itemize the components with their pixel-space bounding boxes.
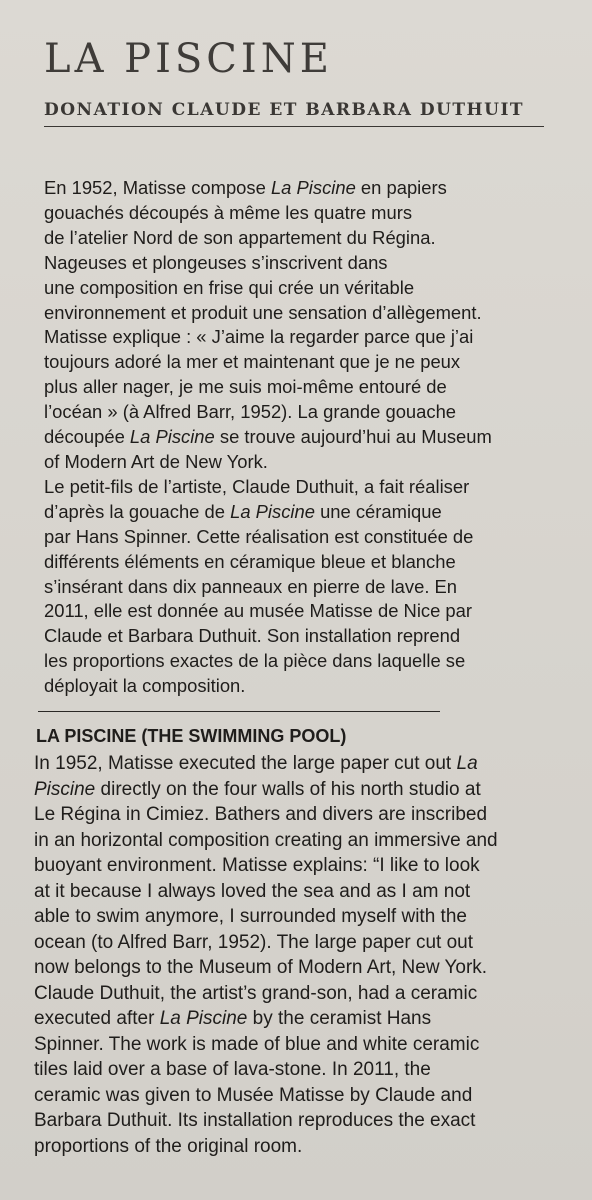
text-line: Matisse explique : « J’aime la regarder parce que j’ai bbox=[44, 326, 474, 348]
text-line: of Modern Art de New York. bbox=[44, 450, 268, 472]
text-line: at it because I always loved the sea and as I am not bbox=[34, 880, 471, 902]
text-line: les proportions exactes de la pièce dans laquelle se bbox=[44, 650, 466, 672]
text-line: gouachés découpés à même les quatre murs bbox=[44, 201, 413, 223]
artwork-title: La Piscine bbox=[159, 1008, 248, 1029]
english-description bbox=[34, 751, 574, 1159]
text-line: environnement et produit une sensation d’allègement. bbox=[44, 301, 482, 323]
text-line: ceramic was given to Musée Matisse by Claude and bbox=[34, 1084, 473, 1106]
text-line: proportions of the original room. bbox=[34, 1135, 303, 1157]
text-line: En 1952, Matisse compose La Piscine en papiers bbox=[44, 177, 447, 198]
french-description bbox=[44, 176, 574, 699]
text-line: In 1952, Matisse executed the large paper cut out La bbox=[34, 753, 478, 774]
text-line: une composition en frise qui crée un véritable bbox=[44, 276, 415, 298]
text-line: toujours adoré la mer et maintenant que je ne peux bbox=[44, 351, 461, 373]
text-line: Claude et Barbara Duthuit. Son installation reprend bbox=[44, 625, 461, 647]
text-line: différents éléments en céramique bleue et blanche bbox=[44, 550, 456, 572]
text-line: Barbara Duthuit. Its installation reproduces the exact bbox=[34, 1110, 476, 1131]
text-line: découpée La Piscine se trouve aujourd’hui au Museum bbox=[44, 426, 492, 448]
text-line: d’après la gouache de La Piscine une céramique bbox=[44, 500, 442, 522]
artwork-title: La Piscine bbox=[270, 177, 356, 198]
artwork-title: La Piscine bbox=[129, 426, 215, 448]
text-line: now belongs to the Museum of Modern Art, New York. bbox=[34, 957, 488, 978]
text-line: 2011, elle est donnée au musée Matisse de Nice par bbox=[44, 600, 473, 622]
text-line: able to swim anymore, I surrounded myself with the bbox=[34, 906, 467, 927]
artwork-title: Piscine bbox=[34, 778, 96, 800]
text-line: de l’atelier Nord de son appartement du Régina. bbox=[44, 226, 436, 248]
text-line: Le Régina in Cimiez. Bathers and divers are inscribed bbox=[34, 804, 488, 825]
text-line: Piscine directly on the four walls of his north studio at bbox=[34, 778, 481, 800]
text-line: Nageuses et plongeuses s’inscrivent dans bbox=[44, 251, 388, 273]
text-line: buoyant environment. Matisse explains: “I like to look bbox=[34, 855, 480, 876]
english-heading: LA PISCINE (THE SWIMMING POOL) bbox=[36, 726, 347, 746]
artwork-title: La bbox=[456, 753, 478, 774]
text-line: par Hans Spinner. Cette réalisation est constituée de bbox=[44, 525, 474, 547]
text-line: plus aller nager, je me suis moi-même entouré de bbox=[44, 376, 447, 398]
donation-subtitle: DONATION CLAUDE ET BARBARA DUTHUIT bbox=[44, 100, 525, 120]
text-line: l’océan » (à Alfred Barr, 1952). La grande gouache bbox=[44, 401, 457, 423]
page-title: LA PISCINE bbox=[44, 36, 333, 82]
text-line: s’insérant dans dix panneaux en pierre de lave. En bbox=[44, 575, 458, 597]
text-line: tiles laid over a base of lava-stone. In 2011, the bbox=[34, 1059, 431, 1080]
text-line: executed after La Piscine by the ceramist Hans bbox=[34, 1008, 432, 1029]
text-line: déployait la composition. bbox=[44, 675, 246, 697]
artwork-title: La Piscine bbox=[230, 500, 315, 522]
section-divider bbox=[38, 711, 440, 712]
text-line: Le petit-fils de l’artiste, Claude Duthuit, a fait réaliser bbox=[44, 475, 470, 497]
text-line: Spinner. The work is made of blue and white ceramic bbox=[34, 1033, 480, 1055]
text-line: ocean (to Alfred Barr, 1952). The large paper cut out bbox=[34, 931, 474, 953]
subtitle-divider bbox=[44, 126, 544, 127]
text-line: Claude Duthuit, the artist’s grand-son, had a ceramic bbox=[34, 982, 478, 1004]
text-line: in an horizontal composition creating an immersive and bbox=[34, 829, 498, 851]
